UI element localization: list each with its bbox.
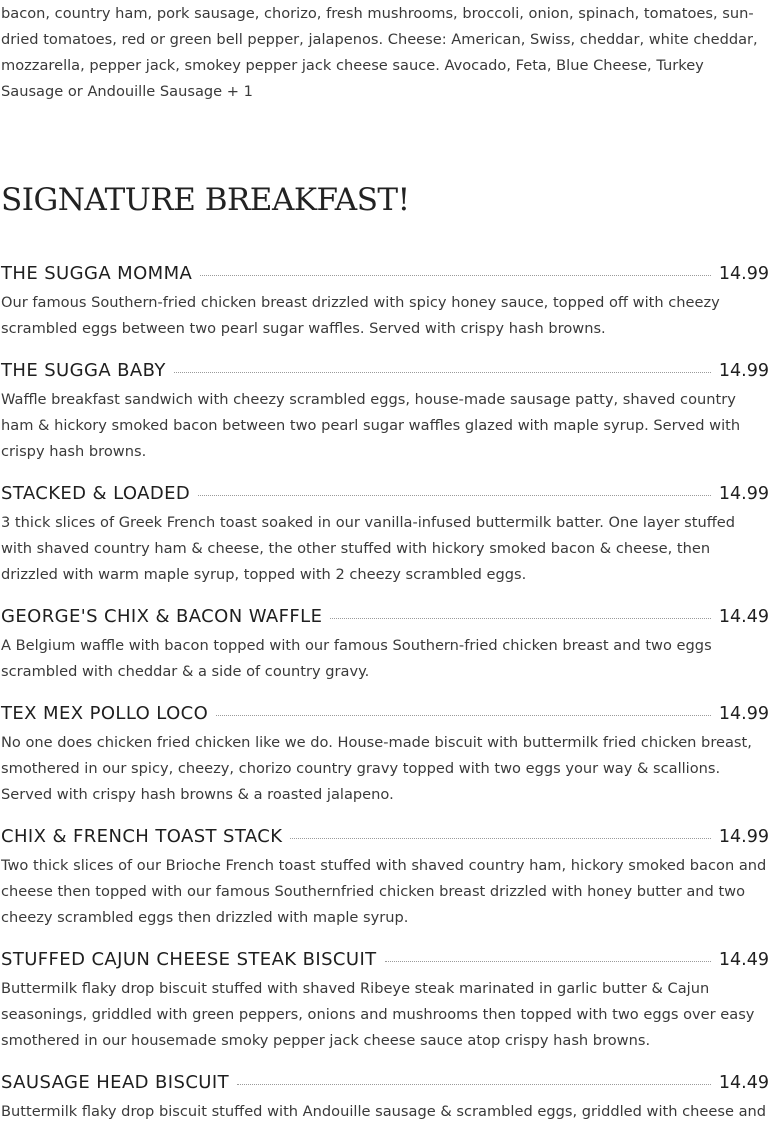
- menu-item-header: [1, 946, 769, 974]
- dotted-leader: [330, 618, 711, 619]
- menu-item: [1, 260, 769, 342]
- menu-item-header: [1, 700, 769, 728]
- section-title: SIGNATURE BREAKFAST!: [1, 182, 410, 218]
- dotted-leader: [174, 372, 711, 373]
- dotted-leader: [385, 961, 711, 962]
- menu-item: [1, 1069, 769, 1125]
- menu-item-header: [1, 480, 769, 508]
- menu-item-description: Buttermilk flaky drop biscuit stuffed with shaved Ribeye steak marinated in garlic butter & Cajun seasonings, griddled with green peppers, onions and mushrooms then topped with two eggs over easy smothered in our housemade smoky pepper jack cheese sauce atop crispy hash browns.: [1, 980, 755, 1049]
- menu-item-price: 14.49: [718, 950, 769, 970]
- menu-item-name: CHIX & FRENCH TOAST STACK: [1, 826, 283, 847]
- menu-item-header: [1, 603, 769, 631]
- menu-item-price: 14.49: [718, 1073, 769, 1093]
- menu-item-header: [1, 260, 769, 288]
- dotted-leader: [237, 1084, 711, 1085]
- menu-item-price: 14.99: [718, 264, 769, 284]
- menu-item-description: A Belgium waffle with bacon topped with our famous Southern-fried chicken breast and two eggs scrambled with cheddar & a side of country gravy.: [1, 637, 712, 680]
- menu-item-name: SAUSAGE HEAD BISCUIT: [1, 1072, 229, 1093]
- menu-item-header: [1, 357, 769, 385]
- menu-item-description: Our famous Southern-fried chicken breast drizzled with spicy honey sauce, topped off with cheezy scrambled eggs between two pearl sugar waffles. Served with crispy hash browns.: [1, 294, 720, 337]
- dotted-leader: [290, 838, 710, 839]
- menu-item: [1, 480, 769, 588]
- menu-item-price: 14.99: [718, 704, 769, 724]
- menu-item-price: 14.99: [718, 484, 769, 504]
- menu-item: [1, 603, 769, 685]
- menu-item-name: TEX MEX POLLO LOCO: [1, 703, 209, 724]
- menu-item-name: THE SUGGA MOMMA: [1, 263, 193, 284]
- menu-item: [1, 357, 769, 465]
- menu-item-name: STACKED & LOADED: [1, 483, 191, 504]
- menu-item-name: GEORGE'S CHIX & BACON WAFFLE: [1, 606, 323, 627]
- menu-item-name: THE SUGGA BABY: [1, 360, 166, 381]
- menu-item-price: 14.99: [718, 361, 769, 381]
- menu-item-description: Two thick slices of our Brioche French toast stuffed with shaved country ham, hickory smoked bacon and cheese then topped with our famous Southernfried chicken breast drizzled with honey butter and two cheezy scrambled eggs then drizzled with maple syrup.: [1, 857, 767, 926]
- menu-item-description: Buttermilk flaky drop biscuit stuffed with Andouille sausage & scrambled eggs, griddled with cheese and: [1, 1103, 767, 1120]
- menu-item-description: No one does chicken fried chicken like we do. House-made biscuit with buttermilk fried chicken breast, smothered in our spicy, cheezy, chorizo country gravy topped with two eggs your way & scallions. Served with crispy hash browns & a roasted jalapeno.: [1, 734, 752, 803]
- menu-item-header: [1, 1069, 769, 1097]
- menu-item: [1, 700, 769, 808]
- menu-item-name: STUFFED CAJUN CHEESE STEAK BISCUIT: [1, 949, 377, 970]
- dotted-leader: [200, 275, 711, 276]
- menu-item-header: [1, 823, 769, 851]
- menu-item-price: 14.49: [718, 607, 769, 627]
- menu-item: [1, 946, 769, 1054]
- menu-item: [1, 823, 769, 931]
- add-ons-text: bacon, country ham, pork sausage, chorizo, fresh mushrooms, broccoli, onion, spinach, tomatoes, sun-dried tomatoes, red or green bell pepper, jalapenos. Cheese: American, Swiss, cheddar, white cheddar, mozzarella, pepper jack, smokey pepper jack cheese sauce. Avocado, Feta, Blue Cheese, Turkey Sausage or Andouille Sausage + 1: [1, 5, 758, 100]
- dotted-leader: [216, 715, 711, 716]
- menu-item-price: 14.99: [718, 827, 769, 847]
- dotted-leader: [198, 495, 711, 496]
- menu-item-description: 3 thick slices of Greek French toast soaked in our vanilla-infused buttermilk batter. One layer stuffed with shaved country ham & cheese, the other stuffed with hickory smoked bacon & cheese, then drizzled with warm maple syrup, topped with 2 cheezy scrambled eggs.: [1, 514, 736, 583]
- menu-item-description: Waffle breakfast sandwich with cheezy scrambled eggs, house-made sausage patty, shaved country ham & hickory smoked bacon between two pearl sugar waffles glazed with maple syrup. Served with crispy hash browns.: [1, 391, 741, 460]
